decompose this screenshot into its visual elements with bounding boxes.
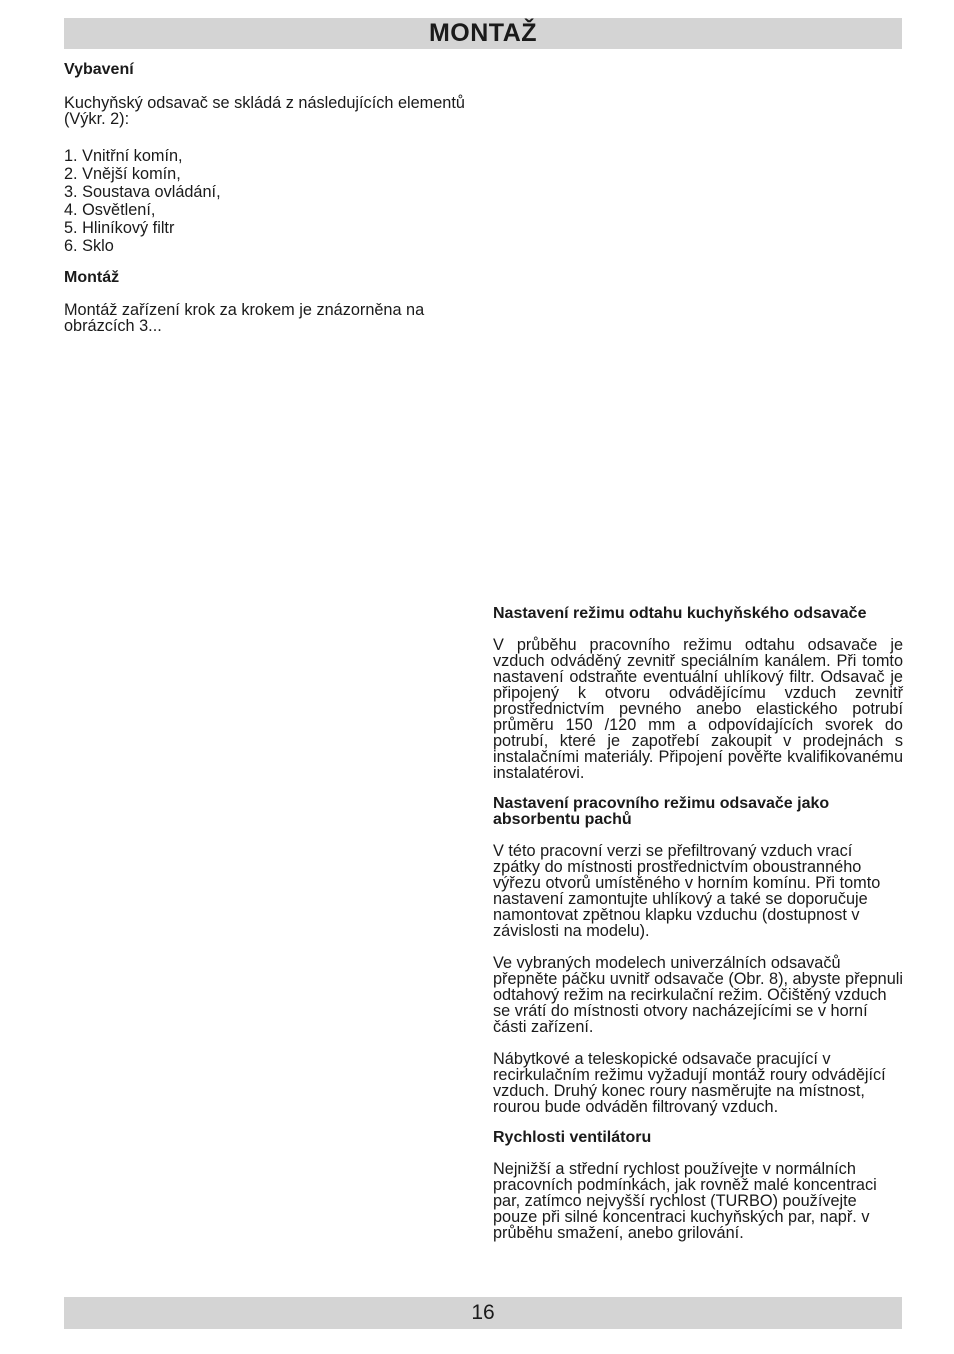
- montaz-text: Montáž zařízení krok za krokem je znázorněna na obrázcích 3...: [64, 301, 425, 335]
- right-column: [493, 606, 903, 1241]
- section-heading-speed: Rychlosti ventilátoru: [493, 1129, 652, 1146]
- section-heading-montaz: Montáž: [64, 269, 120, 286]
- left-column: [64, 62, 476, 334]
- section-heading-absorb: Nastavení pracovního režimu odsavače jako absorbentu pachů: [493, 795, 830, 828]
- page-title: MONTAŽ: [428, 19, 538, 47]
- speed-text: Nejnižší a střední rychlost používejte v normálních pracovních podmínkách, jak rovněž malé koncentraci par, zatímco nejvyšší rychlost (TURBO) používejte pouze při silné koncentraci kuchyňských par, např. v průběhu smažení, anebo grilování.: [493, 1160, 877, 1242]
- section-heading-vybaveni: Vybavení: [64, 61, 134, 78]
- section-heading-odtah: Nastavení režimu odtahu kuchyňského odsavače: [493, 605, 867, 622]
- list-item: 1. Vnitřní komín,: [64, 147, 183, 165]
- odtah-text: V průběhu pracovního režimu odtahu odsavače je vzduch odváděný zevnitř speciálním kanálem. Při tomto nastavení odstraňte eventuální uhlíkový filtr. Odsavač je připojený k otvoru odvádějícímu vzduch zevnitř prostřednictvím pevného anebo elastického potrubí průměru 150 /120 mm a odpovídajících svorek do potrubí, které je zapotřebí zakoupit v prodejnách s instalačními materiály. Připojení pověřte kvalifikovanému instalatérovi.: [493, 636, 903, 782]
- absorb-text-2: Ve vybraných modelech univerzálních odsavačů přepněte páčku uvnitř odsavače (Obr. 8), abyste přepnuli odtahový režim na recirkulační režim. Očištěný vzduch se vrátí do místnosti otvory nacházejícími se v horní části zařízení.: [493, 954, 903, 1036]
- list-item: 5. Hliníkový filtr: [64, 219, 175, 237]
- page-number: 16: [471, 1301, 495, 1324]
- header-bar: [64, 18, 902, 49]
- absorb-text-1: V této pracovní verzi se přefiltrovaný vzduch vrací zpátky do místnosti prostřednictvím oboustranného výřezu otvorů umístěného v horním komínu. Při tomto nastavení zamontujte uhlíkový a také se doporučuje namontovat zpětnou klapku vzduchu (dostupnost v závislosti na modelu).: [493, 842, 881, 940]
- list-item: 6. Sklo: [64, 237, 114, 255]
- parts-list: [64, 147, 476, 255]
- vybaveni-intro: Kuchyňský odsavač se skládá z následujících elementů (Výkr. 2):: [64, 94, 465, 128]
- absorb-text-3: Nábytkové a teleskopické odsavače pracující v recirkulačním režimu vyžadují montáž roury odvádějící vzduch. Druhý konec roury nasměrujte na místnost, rourou bude odváděn filtrovaný vzduch.: [493, 1050, 886, 1116]
- list-item: 2. Vnější komín,: [64, 165, 181, 183]
- footer-bar: [64, 1297, 902, 1329]
- list-item: 3. Soustava ovládání,: [64, 183, 221, 201]
- list-item: 4. Osvětlení,: [64, 201, 156, 219]
